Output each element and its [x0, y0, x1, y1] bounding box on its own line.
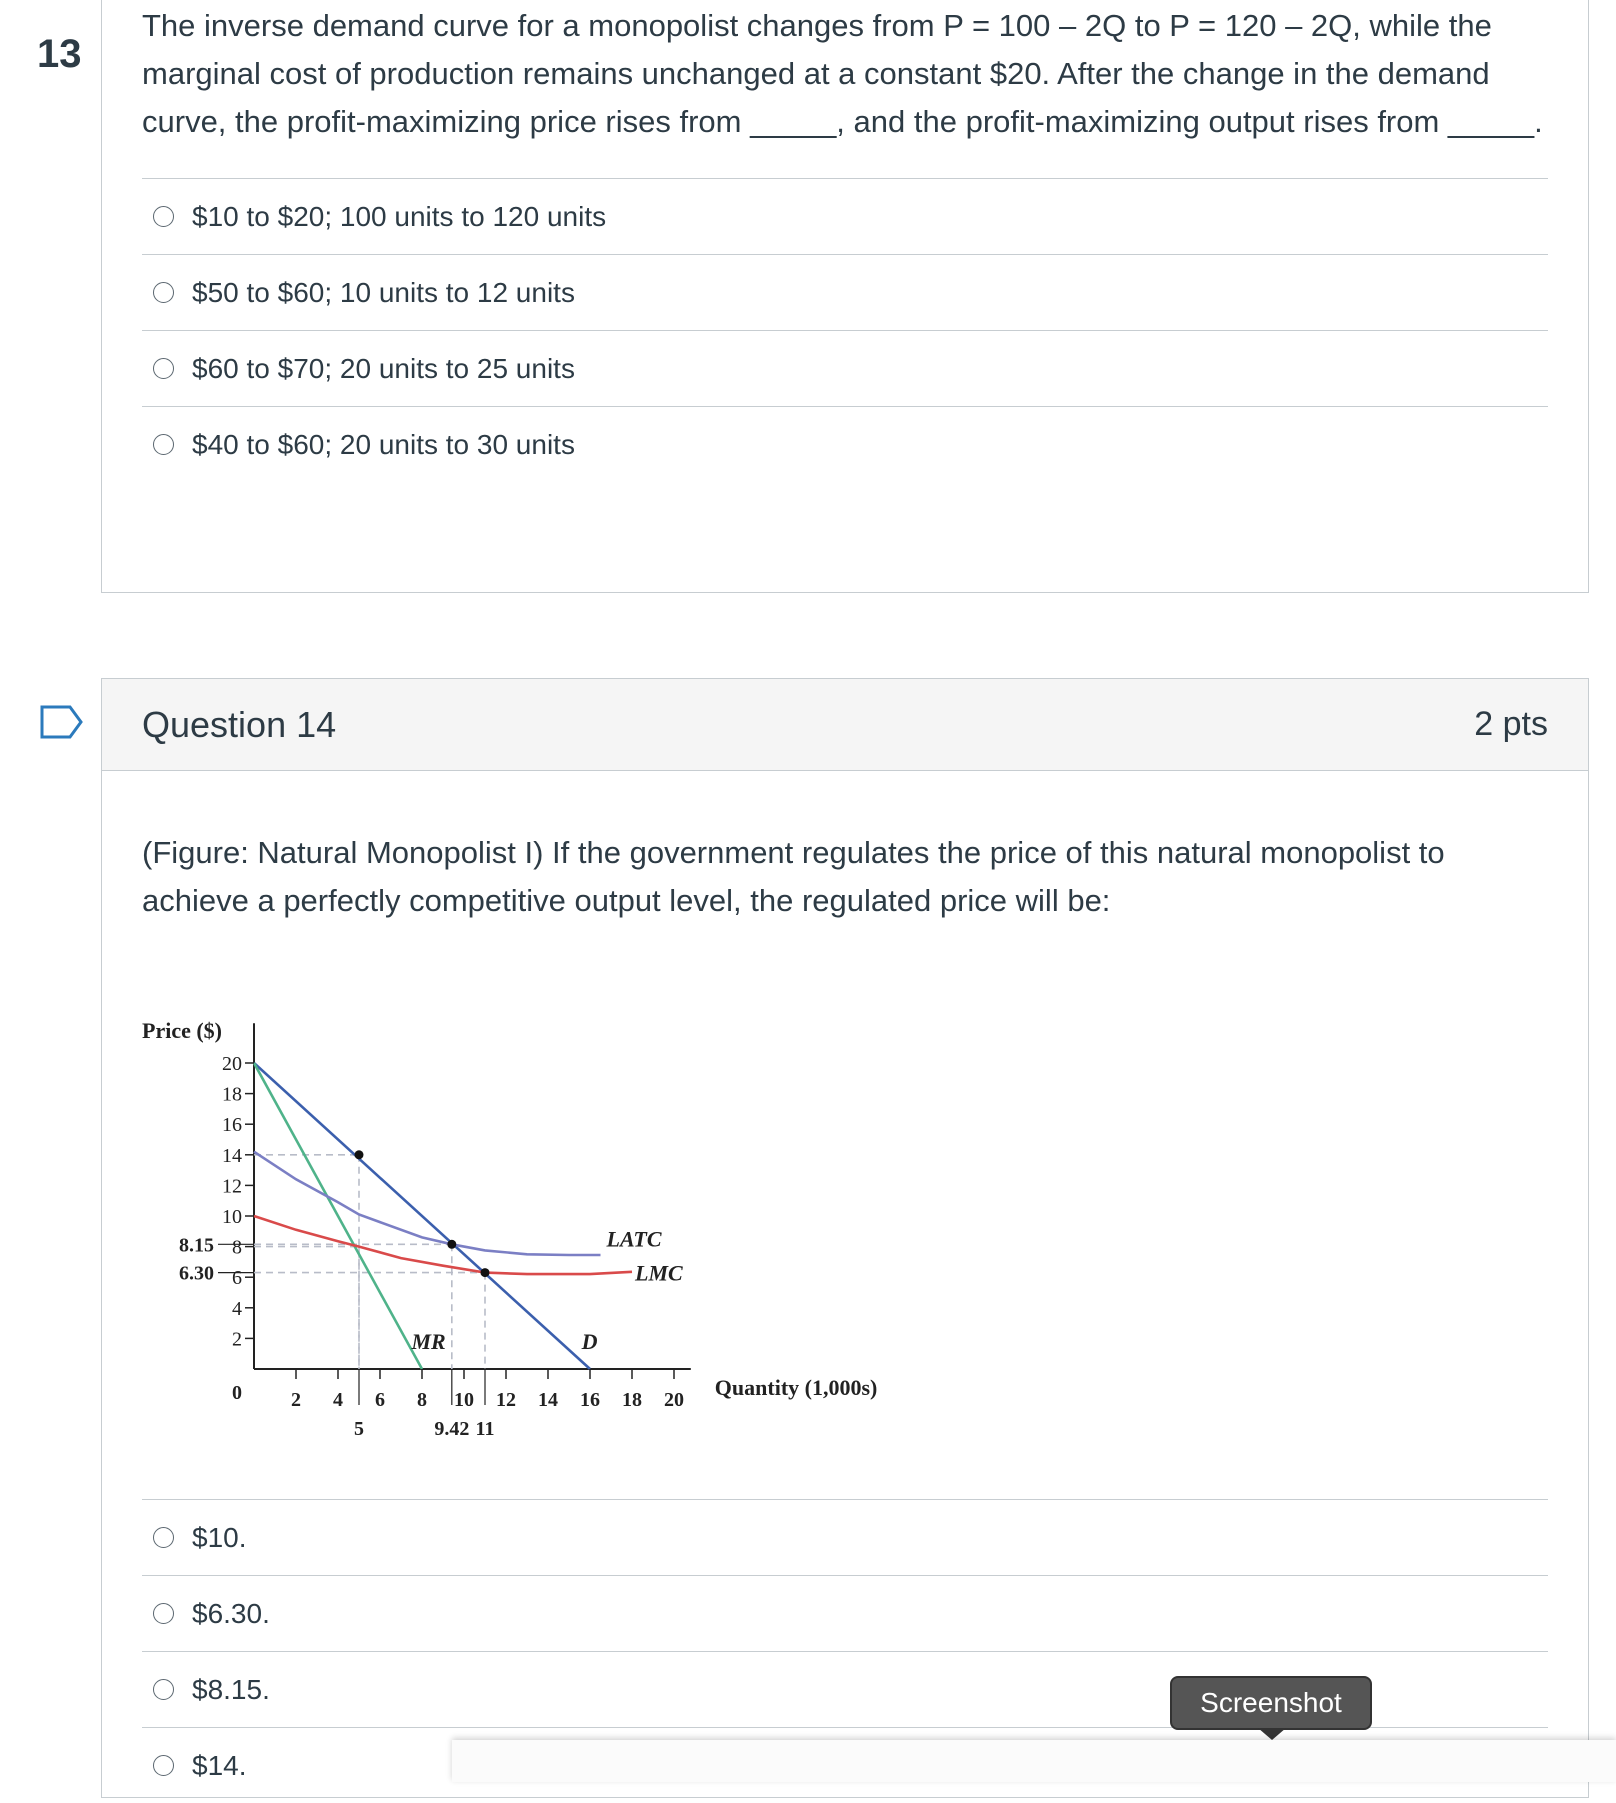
answer-label: $10.	[192, 1521, 247, 1553]
radio-button[interactable]	[153, 1679, 174, 1700]
answer-label: $6.30.	[192, 1597, 270, 1629]
series-line-lmc	[254, 1216, 632, 1274]
series-line-d	[254, 1063, 590, 1369]
radio-button[interactable]	[153, 358, 174, 379]
answer-option[interactable]	[142, 178, 1548, 254]
y-tick-label: 10	[222, 1206, 242, 1228]
y-tick-label: 18	[222, 1083, 242, 1106]
screenshot-tooltip: Screenshot	[1170, 1676, 1372, 1730]
answer-option[interactable]	[142, 1575, 1548, 1651]
x-tick-label: 16	[580, 1389, 600, 1411]
answer-option[interactable]	[142, 406, 1548, 482]
curve-label-latc: LATC	[606, 1226, 662, 1252]
x-tick-label: 12	[496, 1389, 516, 1411]
series-line-latc	[254, 1152, 601, 1255]
radio-button[interactable]	[153, 282, 174, 303]
question-14-text: (Figure: Natural Monopolist I) If the government regulates the price of this natural monopolist to achieve a perfectly competitive output level, the regulated price will be:	[142, 835, 1445, 918]
question-title: Question 14	[142, 703, 337, 745]
answer-label: $14.	[192, 1749, 247, 1781]
x-tick-label: 14	[538, 1389, 558, 1411]
x-tick-label: 18	[622, 1389, 642, 1411]
tooltip-arrow	[1258, 1728, 1286, 1740]
answer-option[interactable]	[142, 254, 1548, 330]
curve-label-mr: MR	[411, 1329, 446, 1355]
x-axis-label: Quantity (1,000s)	[714, 1375, 878, 1400]
flag-question-icon[interactable]	[40, 705, 84, 739]
radio-button[interactable]	[153, 434, 174, 455]
question-14-card	[101, 678, 1589, 1798]
y-tick-label: 12	[222, 1175, 242, 1198]
origin-label: 0	[232, 1382, 242, 1404]
y-tick-label: 4	[232, 1297, 242, 1320]
question-13-number: 13	[37, 32, 82, 76]
data-point	[447, 1240, 456, 1249]
bottom-toolbar[interactable]	[452, 1740, 1616, 1782]
data-point	[355, 1150, 364, 1159]
radio-button[interactable]	[153, 1755, 174, 1776]
natural-monopolist-chart	[142, 969, 942, 1469]
y-tick-label: 16	[222, 1114, 242, 1137]
y-tick-label: 8	[232, 1236, 242, 1259]
y-axis-label: Price ($)	[142, 1018, 222, 1044]
answer-option[interactable]	[142, 330, 1548, 406]
answer-label: $50 to $60; 10 units to 12 units	[192, 276, 575, 308]
x-tick-label: 20	[664, 1389, 684, 1411]
x-extra-tick-label: 9.42	[434, 1418, 470, 1440]
question-13-answers	[142, 178, 1548, 482]
y-tick-label: 20	[222, 1053, 242, 1075]
x-tick-label: 8	[417, 1389, 427, 1411]
x-extra-tick-label: 5	[354, 1418, 364, 1440]
answer-label: $60 to $70; 20 units to 25 units	[192, 352, 575, 384]
radio-button[interactable]	[153, 206, 174, 227]
y-tick-label: 2	[232, 1328, 242, 1351]
curve-label-lmc: LMC	[635, 1260, 683, 1286]
question-points: 2 pts	[1474, 705, 1548, 743]
y-tick-label: 6	[232, 1267, 242, 1290]
radio-button[interactable]	[153, 1603, 174, 1624]
answer-option[interactable]	[142, 1499, 1548, 1575]
x-tick-label: 6	[375, 1389, 385, 1411]
question-13-card	[101, 0, 1589, 593]
answer-label: $10 to $20; 100 units to 120 units	[192, 200, 607, 232]
x-tick-label: 2	[291, 1389, 301, 1411]
x-extra-tick-label: 11	[475, 1418, 495, 1440]
curve-label-d: D	[581, 1329, 598, 1355]
question-13-text: The inverse demand curve for a monopolist changes from P = 100 – 2Q to P = 120 – 2Q, while the marginal cost of production remains unchanged at a constant $20. After the change in the demand curve, the profit-maximizing price rises from _____, and the profit-maximizing output rises from _____.	[142, 8, 1543, 139]
data-point	[481, 1268, 490, 1277]
question-14-header	[102, 679, 1588, 771]
x-tick-label: 4	[333, 1389, 343, 1411]
y-extra-tick-label: 6.30	[179, 1262, 214, 1285]
x-tick-label: 10	[454, 1389, 474, 1411]
radio-button[interactable]	[153, 1527, 174, 1548]
y-tick-label: 14	[222, 1144, 242, 1167]
y-extra-tick-label: 8.15	[179, 1234, 214, 1257]
answer-label: $40 to $60; 20 units to 30 units	[192, 428, 575, 460]
series-line-mr	[254, 1063, 422, 1369]
answer-label: $8.15.	[192, 1673, 270, 1705]
